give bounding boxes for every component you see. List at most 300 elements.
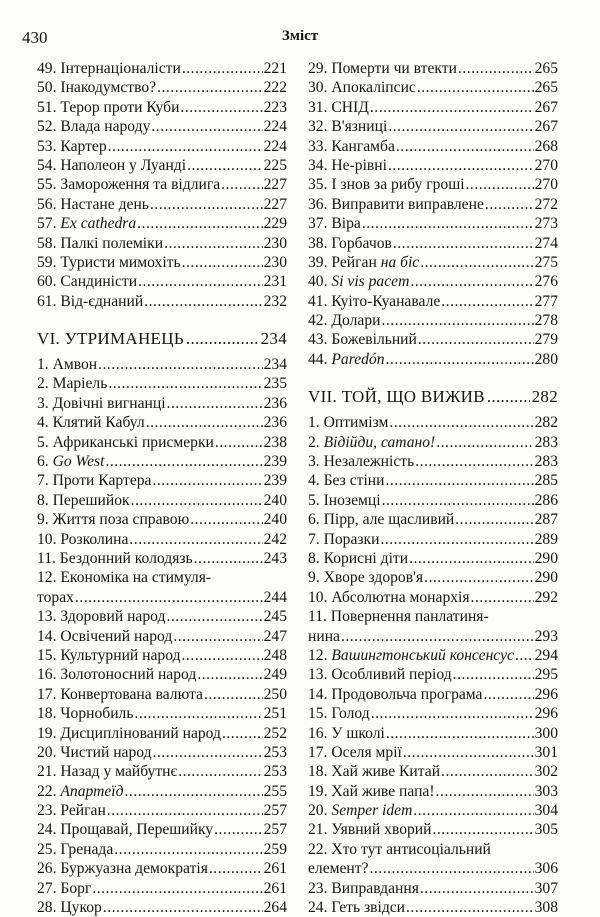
dot-leader <box>406 898 534 917</box>
toc-entry <box>308 234 558 253</box>
dot-leader <box>413 801 533 820</box>
toc-entry <box>37 704 287 723</box>
dot-leader <box>157 78 263 97</box>
toc-entry <box>37 272 287 291</box>
toc-entry <box>37 195 287 214</box>
toc-entry-title: 14. Продовольча програма <box>308 685 483 703</box>
toc-entry-prefix: 44. <box>308 350 332 368</box>
dot-leader <box>131 491 263 510</box>
toc-entry <box>37 607 287 626</box>
toc-page-number: 278 <box>534 312 558 330</box>
toc-entry-title: 15. Культурний народ <box>37 646 181 664</box>
dot-leader <box>215 433 263 452</box>
toc-page-number: 303 <box>534 782 558 800</box>
dot-leader <box>341 627 534 646</box>
dot-leader <box>381 311 533 330</box>
toc-entry-title: 19. Хай живе папа! <box>308 782 435 800</box>
toc-entry-title: Paredón <box>331 350 385 368</box>
toc-entry <box>37 433 287 452</box>
toc-page-number: 232 <box>263 292 287 310</box>
toc-entry <box>308 743 558 762</box>
dot-leader <box>415 452 533 471</box>
toc-entry-title: 37. Віра <box>308 215 361 233</box>
toc-page-number: 238 <box>263 433 287 451</box>
toc-entry-title: 4. Клятий Кабул <box>37 414 145 432</box>
toc-page-number: 243 <box>263 549 287 567</box>
toc-entry-title: Semper idem <box>331 802 413 820</box>
dot-leader <box>173 627 262 646</box>
toc-entry <box>37 840 287 859</box>
dot-leader <box>105 452 262 471</box>
toc-entry-title: 17. Конвертована валюта <box>37 685 203 703</box>
toc-page-number: 221 <box>263 60 287 77</box>
toc-entry-title: 38. Горбачов <box>308 234 392 252</box>
toc-entry <box>37 355 287 374</box>
toc-entry <box>37 394 287 413</box>
dot-leader <box>138 272 263 291</box>
toc-entry-prefix: 6. <box>37 453 53 471</box>
toc-page-number: 234 <box>263 356 287 374</box>
toc-entry-title: 11. Бездонний колодязь <box>37 549 193 567</box>
dot-leader <box>386 350 534 369</box>
toc-entry-title: Ex cathedra <box>60 215 137 233</box>
toc-entry-prefix: 40. <box>308 273 332 291</box>
toc-entry <box>37 530 287 549</box>
toc-page-number: 272 <box>534 195 558 213</box>
toc-entry-title: 6. Пірр, але щасливий <box>308 511 455 529</box>
toc-page-number: 302 <box>534 763 558 781</box>
toc-entry-title: 21. Уявний хворий <box>308 821 432 839</box>
dot-leader <box>146 413 263 432</box>
toc-page-number: 267 <box>534 118 558 136</box>
toc-page-number: 301 <box>534 743 558 761</box>
toc-entry <box>37 59 287 78</box>
toc-entry-title: Go West <box>52 453 105 471</box>
toc-entry-title: 9. Життя поза справою <box>37 511 190 529</box>
dot-leader <box>441 762 534 781</box>
toc-entry-title: Вашингтонський консенсус <box>331 646 514 664</box>
toc-page-number: 261 <box>263 860 287 878</box>
dot-leader <box>362 214 534 233</box>
toc-entry <box>308 491 558 510</box>
toc-entry <box>37 452 287 471</box>
dot-leader <box>471 588 534 607</box>
toc-entry-title: 21. Назад у майбутнє <box>37 763 178 781</box>
toc-right-column <box>308 59 558 917</box>
toc-entry <box>308 530 558 549</box>
toc-page-number: 274 <box>534 234 558 252</box>
section-spacer <box>37 311 287 327</box>
dot-leader <box>420 879 534 898</box>
toc-entry-title: 25. Гренада <box>37 840 114 858</box>
toc-entry-title: 26. Буржуазна демократія <box>37 860 208 878</box>
dot-leader <box>107 801 263 820</box>
dot-leader <box>455 510 533 529</box>
toc-entry <box>37 374 287 393</box>
dot-leader <box>125 782 263 801</box>
toc-page-number: 253 <box>263 743 287 761</box>
toc-entry <box>37 549 287 568</box>
toc-entry-title: 1. Оптимізм <box>308 414 389 432</box>
dot-leader <box>164 234 263 253</box>
toc-entry-title: 2. Маріель <box>37 375 108 393</box>
toc-entry <box>37 491 287 510</box>
dot-leader <box>385 471 533 490</box>
dot-leader <box>204 685 263 704</box>
toc-entry-title: 12. Економіка на стимуля- <box>37 569 212 587</box>
dot-leader <box>436 782 534 801</box>
dot-leader <box>453 665 534 684</box>
toc-page-number: 270 <box>534 176 558 194</box>
dot-leader <box>386 724 534 743</box>
toc-page-number: 308 <box>534 899 558 917</box>
toc-entry <box>308 98 558 117</box>
toc-entry-title: 17. Оселя мрії <box>308 743 402 761</box>
toc-page-number: 234 <box>260 329 287 349</box>
toc-entry-title: Відійди, сатано! <box>323 433 436 451</box>
toc-entry <box>308 665 558 684</box>
toc-page-number: 289 <box>534 530 558 548</box>
dot-leader <box>458 59 534 78</box>
dot-leader <box>370 98 534 117</box>
toc-entry <box>308 471 558 490</box>
toc-entry <box>37 801 287 820</box>
toc-entry-title: 16. У школі <box>308 724 385 742</box>
toc-entry <box>308 627 558 646</box>
toc-entry <box>308 59 558 78</box>
toc-entry-title: 23. Виправдання <box>308 879 419 897</box>
toc-entry-title: 18. Чорнобиль <box>37 705 134 723</box>
toc-entry-title: 15. Голод <box>308 705 370 723</box>
toc-page-number: 276 <box>534 273 558 291</box>
dot-leader <box>108 137 263 156</box>
toc-entry <box>37 98 287 117</box>
dot-leader <box>382 491 534 510</box>
toc-entry-title: 49. Інтернаціоналісти <box>37 60 181 77</box>
toc-page-number: 240 <box>263 491 287 509</box>
toc-entry-title: 34. Не-рівні <box>308 156 387 174</box>
toc-entry <box>37 175 287 194</box>
toc-section-heading <box>37 327 287 351</box>
toc-page-number: 227 <box>263 176 287 194</box>
dot-leader <box>432 820 533 839</box>
toc-page-number: 244 <box>263 588 287 606</box>
toc-entry-title: 19. Дисциплінований народ <box>37 724 221 742</box>
toc-page-number: 265 <box>534 79 558 97</box>
toc-entry-title: 7. Проти Картера <box>37 472 152 490</box>
toc-page-number: 229 <box>263 215 287 233</box>
toc-entry-title: 60. Сандиністи <box>37 273 138 291</box>
toc-page-number: 286 <box>534 491 558 509</box>
dot-leader <box>393 234 534 253</box>
dot-leader <box>108 374 262 393</box>
toc-entry <box>37 782 287 801</box>
toc-page-number: 248 <box>263 646 287 664</box>
toc-page-number: 222 <box>263 79 287 97</box>
toc-entry <box>37 137 287 156</box>
toc-entry <box>37 413 287 432</box>
dot-leader <box>214 820 262 839</box>
toc-entry <box>308 801 558 820</box>
dot-leader <box>137 214 262 233</box>
dot-leader <box>424 568 534 587</box>
toc-page-number: 293 <box>534 627 558 645</box>
toc-page-number: 252 <box>263 724 287 742</box>
dot-leader <box>209 859 263 878</box>
dot-leader <box>152 471 262 490</box>
toc-entry-title: торах <box>37 588 74 606</box>
toc-entry <box>308 195 558 214</box>
toc-entry <box>308 820 558 839</box>
toc-page-number: 261 <box>263 879 287 897</box>
dot-leader <box>409 549 534 568</box>
toc-page-number: 257 <box>263 821 287 839</box>
toc-entry-title: 1. Амвон <box>37 356 98 374</box>
toc-section-title: VII. ТОЙ, ЩО ВИЖИВ <box>308 387 485 407</box>
toc-entry-title: 51. Терор проти Куби <box>37 98 180 116</box>
toc-entry-title: 7. Поразки <box>308 530 380 548</box>
toc-entry <box>308 137 558 156</box>
dot-leader <box>441 292 533 311</box>
toc-page-number: 223 <box>263 98 287 116</box>
toc-entry <box>308 350 558 369</box>
toc-page-number: 305 <box>534 821 558 839</box>
toc-page-number: 292 <box>534 588 558 606</box>
toc-entry-title: 50. Інакодумство? <box>37 79 157 97</box>
dot-leader <box>190 510 262 529</box>
toc-entry <box>37 471 287 490</box>
dot-leader <box>410 272 533 291</box>
toc-page-number: 306 <box>534 860 558 878</box>
dot-leader <box>150 195 263 214</box>
toc-page-number: 259 <box>263 840 287 858</box>
toc-entry-title: 55. Замороження та відлига <box>37 176 221 194</box>
toc-page-number: 285 <box>534 472 558 490</box>
toc-entry <box>308 762 558 781</box>
toc-entry-title: 5. Африканські присмерки <box>37 433 214 451</box>
toc-entry-title: 59. Туристи мимохіть <box>37 253 181 271</box>
toc-entry-line <box>308 607 558 626</box>
toc-entry-prefix: 12. <box>308 646 332 664</box>
toc-page-number: 296 <box>534 685 558 703</box>
dot-leader <box>487 385 530 409</box>
toc-entry-title: 3. Незалежність <box>308 453 415 471</box>
toc-entry-title: 53. Картер <box>37 137 107 155</box>
toc-section-heading <box>308 385 558 409</box>
toc-page-number: 270 <box>534 156 558 174</box>
dot-leader <box>417 78 534 97</box>
toc-page-number: 249 <box>263 666 287 684</box>
dot-leader <box>483 685 533 704</box>
toc-entry-title: 10. Розколина <box>37 530 129 548</box>
toc-entry-prefix: 57. <box>37 215 61 233</box>
section-spacer <box>308 369 558 385</box>
toc-entry-title: 33. Кангамба <box>308 137 395 155</box>
dot-leader <box>180 98 262 117</box>
toc-entry-title: 8. Корисні діти <box>308 549 409 567</box>
toc-section-title: VI. УТРИМАНЕЦЬ <box>37 329 184 349</box>
toc-entry-title: 22. Хто тут антисоціальний <box>308 840 491 858</box>
toc-entry-prefix: 39. Рейган <box>308 253 381 271</box>
toc-entry-title: 27. Борг <box>37 879 92 897</box>
toc-entry <box>308 782 558 801</box>
toc-page-number: 236 <box>263 394 287 412</box>
dot-leader <box>166 607 262 626</box>
dot-leader <box>197 665 262 684</box>
toc-entry-title: 43. Божевільний <box>308 331 417 349</box>
running-head: Зміст <box>281 28 319 44</box>
toc-page-number: 300 <box>534 724 558 742</box>
toc-page-number: 282 <box>534 414 558 432</box>
dot-leader <box>103 898 263 917</box>
dot-leader <box>75 588 263 607</box>
toc-entry <box>37 685 287 704</box>
toc-entry <box>308 510 558 529</box>
toc-entry <box>37 898 287 917</box>
toc-page-number: 242 <box>263 530 287 548</box>
toc-entry-title: 54. Наполеон у Луанді <box>37 156 187 174</box>
toc-page-number: 230 <box>263 234 287 252</box>
toc-entry-title: 30. Апокаліпсис <box>308 79 416 97</box>
toc-page-number: 253 <box>263 763 287 781</box>
toc-page-number: 224 <box>263 118 287 136</box>
toc-entry-line <box>37 568 287 587</box>
toc-entry <box>308 253 558 272</box>
toc-page-number: 295 <box>534 666 558 684</box>
toc-left-column <box>37 59 287 917</box>
toc-page-number: 245 <box>263 608 287 626</box>
toc-entry <box>308 292 558 311</box>
toc-entry-title: 24. Прощавай, Перешийку <box>37 821 214 839</box>
toc-page-number: 273 <box>534 215 558 233</box>
toc-entry <box>308 175 558 194</box>
toc-page-number: 231 <box>263 273 287 291</box>
toc-entry <box>37 588 287 607</box>
toc-page-number: 251 <box>263 705 287 723</box>
toc-entry <box>37 627 287 646</box>
dot-leader <box>114 840 262 859</box>
dot-leader <box>418 330 534 349</box>
dot-leader <box>403 743 534 762</box>
dot-leader <box>485 195 534 214</box>
dot-leader <box>396 137 534 156</box>
dot-leader <box>187 156 263 175</box>
toc-entry-title: 5. Іноземці <box>308 491 381 509</box>
toc-page-number: 240 <box>263 511 287 529</box>
dot-leader <box>389 413 533 432</box>
toc-entry <box>37 234 287 253</box>
toc-page-number: 307 <box>534 879 558 897</box>
toc-entry <box>308 117 558 136</box>
dot-leader <box>92 879 262 898</box>
toc-entry-title: на біс <box>380 253 420 271</box>
toc-entry-title: 9. Хворе здоров'я <box>308 569 424 587</box>
toc-entry-prefix: 2. <box>308 433 324 451</box>
dot-leader <box>151 117 262 136</box>
toc-entry-title: 32. В'язниці <box>308 118 388 136</box>
toc-page-number: 282 <box>531 387 558 407</box>
toc-entry-title: елемент? <box>308 860 369 878</box>
toc-entry-title: нина <box>308 627 340 645</box>
toc-entry-prefix: 20. <box>308 802 332 820</box>
toc-page-number: 277 <box>534 292 558 310</box>
toc-entry-title: 14. Освічений народ <box>37 627 173 645</box>
toc-page-number: 239 <box>263 472 287 490</box>
toc-page-number: 279 <box>534 331 558 349</box>
toc-entry-title: 42. Долари <box>308 312 381 330</box>
toc-entry <box>308 214 558 233</box>
toc-entry-title: 58. Палкі полеміки <box>37 234 164 252</box>
dot-leader <box>153 743 263 762</box>
toc-entry-title: 16. Золотоносний народ <box>37 666 197 684</box>
toc-entry-title: Апартеїд <box>60 782 124 800</box>
toc-entry-title: 3. Довічні вигнанці <box>37 394 166 412</box>
toc-page-number: 250 <box>263 685 287 703</box>
toc-entry <box>37 820 287 839</box>
toc-entry <box>308 685 558 704</box>
dot-leader <box>466 175 534 194</box>
toc-entry-title: 13. Здоровий народ <box>37 608 166 626</box>
toc-entry <box>308 156 558 175</box>
toc-page-number: 280 <box>534 350 558 368</box>
toc-page-number: 287 <box>534 511 558 529</box>
toc-entry <box>308 272 558 291</box>
dot-leader <box>182 59 263 78</box>
dot-leader <box>222 724 263 743</box>
toc-entry <box>37 762 287 781</box>
toc-page-number: 235 <box>263 375 287 393</box>
toc-entry-title: 56. Настане день <box>37 195 149 213</box>
toc-entry <box>37 78 287 97</box>
toc-entry <box>37 879 287 898</box>
dot-leader <box>380 530 533 549</box>
toc-entry <box>308 330 558 349</box>
dot-leader <box>194 549 263 568</box>
dot-leader <box>371 704 534 723</box>
toc-entry <box>37 510 287 529</box>
toc-entry <box>308 724 558 743</box>
toc-entry-title: 24. Геть звідси <box>308 899 406 917</box>
toc-entry <box>308 588 558 607</box>
toc-page-number: 290 <box>534 569 558 587</box>
toc-page-number: 257 <box>263 802 287 820</box>
toc-entry-title: 61. Від-єднаний <box>37 292 144 310</box>
toc-entry-title: Si vis pacem <box>331 273 410 291</box>
toc-entry-title: 28. Цукор <box>37 899 102 917</box>
toc-entry <box>37 292 287 311</box>
toc-entry-line <box>308 840 558 859</box>
toc-page-number: 236 <box>263 414 287 432</box>
toc-entry <box>37 743 287 762</box>
dot-leader <box>167 394 263 413</box>
toc-page-number: 255 <box>263 782 287 800</box>
dot-leader <box>129 530 262 549</box>
toc-entry <box>37 859 287 878</box>
toc-page-number: 267 <box>534 98 558 116</box>
dot-leader <box>221 175 262 194</box>
dot-leader <box>436 433 533 452</box>
toc-entry-title: 52. Влада народу <box>37 118 151 136</box>
dot-leader <box>144 292 262 311</box>
toc-page-number: 264 <box>263 899 287 917</box>
toc-page-number: 283 <box>534 453 558 471</box>
toc-page-number: 275 <box>534 253 558 271</box>
toc-page-number: 239 <box>263 453 287 471</box>
page-number: 430 <box>22 28 48 47</box>
toc-entry <box>308 549 558 568</box>
toc-page-number: 290 <box>534 549 558 567</box>
toc-entry-title: 41. Куіто-Куанавале <box>308 292 441 310</box>
